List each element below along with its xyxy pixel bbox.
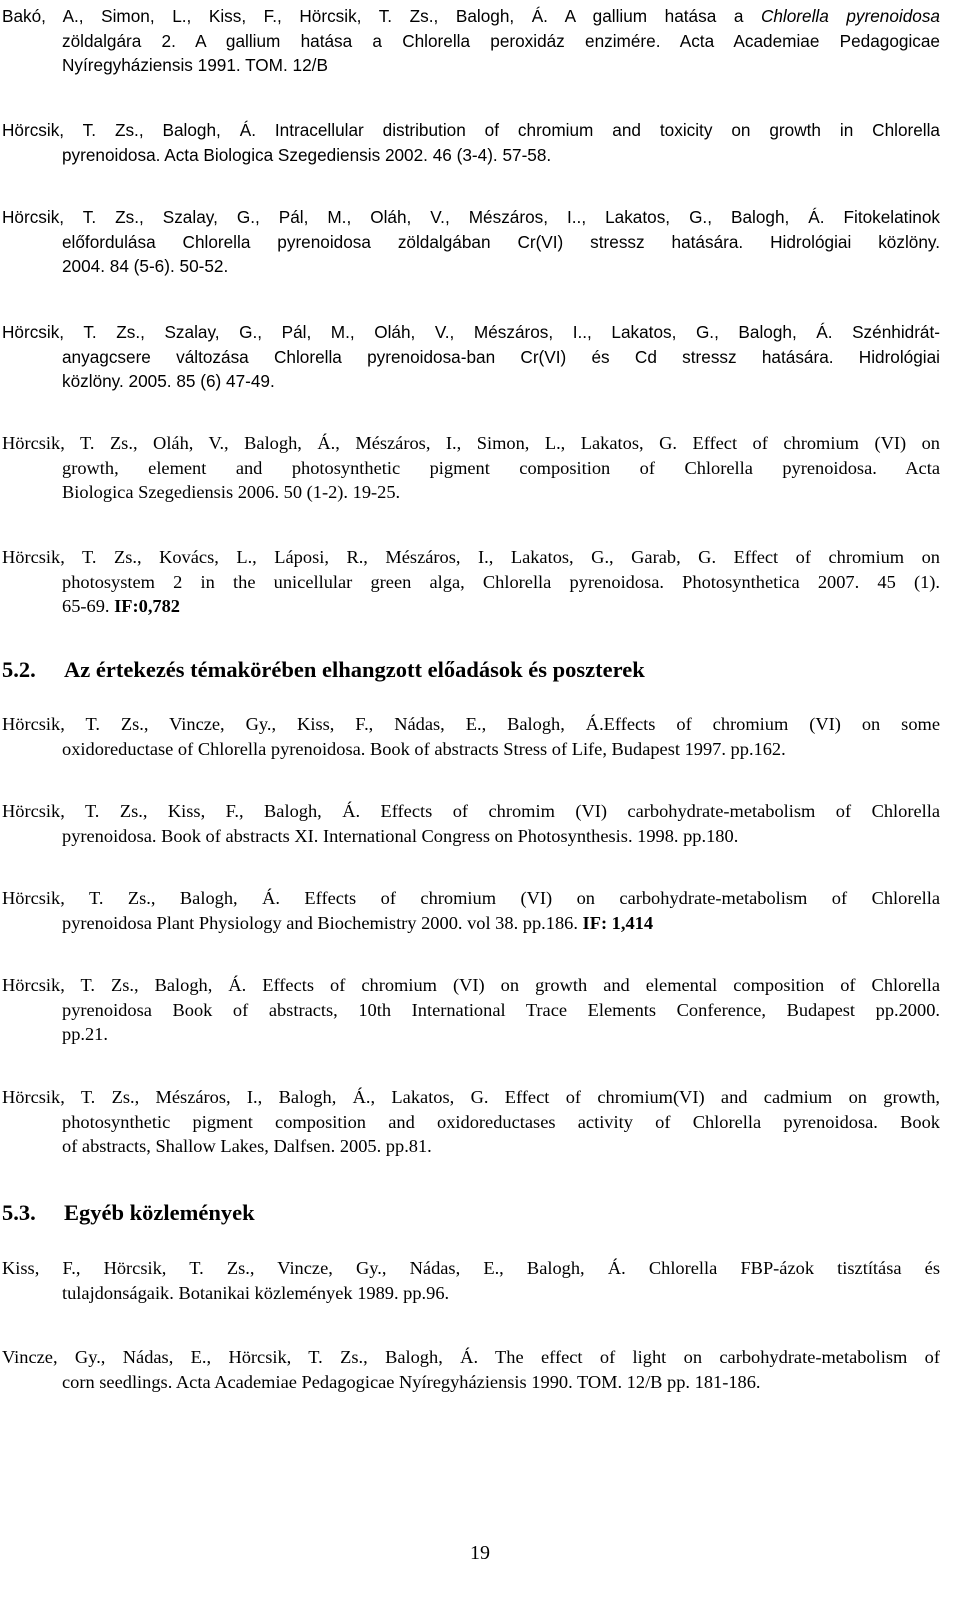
reference-line: Vincze, Gy., Nádas, E., Hörcsik, T. Zs., Balogh, Á. The effect of light on carbohydrate-metabolism of — [2, 1347, 940, 1367]
reference-line: Hörcsik, T. Zs., Balogh, Á. Intracellular distribution of chromium and toxicity on growth in Chlorella — [2, 120, 940, 140]
reference-entry — [0, 431, 940, 505]
reference-line: Hörcsik, T. Zs., Balogh, Á. Effects of chromium (VI) on growth and elemental composition of Chlorella — [2, 975, 940, 995]
reference-line: oxidoreductase of Chlorella pyrenoidosa. Book of abstracts Stress of Life, Budapest 1997. pp.162. — [62, 738, 786, 759]
reference-entry — [0, 118, 940, 167]
section-number: 5.2. — [2, 657, 36, 682]
reference-entry — [0, 1345, 940, 1394]
reference-entry — [0, 712, 940, 761]
reference-italic-text: Chlorella pyrenoidosa — [760, 6, 940, 26]
reference-text: pyrenoidosa Plant Physiology and Biochemistry 2000. vol 38. pp.186. — [62, 912, 583, 933]
reference-entry — [0, 205, 940, 279]
reference-line: Hörcsik, T. Zs., Szalay, G., Pál, M., Oláh, V., Mészáros, I.., Lakatos, G., Balogh, Á. Szénhidrát- — [2, 322, 940, 342]
reference-entry — [0, 973, 940, 1047]
section-number: 5.3. — [2, 1200, 36, 1225]
reference-line: pyrenoidosa. Book of abstracts XI. International Congress on Photosynthesis. 1998. pp.180. — [62, 825, 739, 846]
reference-entry — [0, 545, 940, 619]
reference-line: pyrenoidosa. Acta Biologica Szegediensis 2002. 46 (3-4). 57-58. — [62, 144, 552, 165]
reference-line: Hörcsik, T. Zs., Oláh, V., Balogh, Á., Mészáros, I., Simon, L., Lakatos, G. Effect of chromium (VI) on — [2, 433, 940, 453]
reference-line: Hörcsik, T. Zs., Vincze, Gy., Kiss, F., Nádas, E., Balogh, Á.Effects of chromium (VI) on some — [2, 714, 940, 734]
impact-factor: IF:0,782 — [114, 596, 181, 617]
section-heading — [2, 1200, 255, 1226]
reference-line: photosynthetic pigment composition and oxidoreductases activity of Chlorella pyrenoidosa. Book — [62, 1111, 940, 1132]
reference-entry — [0, 799, 940, 848]
reference-line: photosystem 2 in the unicellular green alga, Chlorella pyrenoidosa. Photosynthetica 2007. 45 (1). — [62, 571, 940, 592]
reference-line: Hörcsik, T. Zs., Szalay, G., Pál, M., Oláh, V., Mészáros, I.., Lakatos, G., Balogh, Á. Fitokelatinok — [2, 207, 940, 227]
reference-entry — [0, 4, 940, 78]
reference-line: growth, element and photosynthetic pigment composition of Chlorella pyrenoidosa. Acta — [62, 457, 940, 478]
reference-line — [0, 594, 940, 619]
reference-line: Hörcsik, T. Zs., Kovács, L., Láposi, R., Mészáros, I., Lakatos, G., Garab, G. Effect of chromium on — [2, 547, 940, 567]
reference-entry — [0, 320, 940, 394]
page-number: 19 — [470, 1542, 490, 1564]
reference-line: Hörcsik, T. Zs., Balogh, Á. Effects of chromium (VI) on carbohydrate-metabolism of Chlorella — [2, 888, 940, 908]
reference-line: zöldalgára 2. A gallium hatása a Chlorella peroxidáz enzimére. Acta Academiae Pedagogicae — [62, 30, 940, 51]
reference-line: Hörcsik, T. Zs., Mészáros, I., Balogh, Á., Lakatos, G. Effect of chromium(VI) and cadmium on growth, — [2, 1087, 940, 1107]
reference-line: Kiss, F., Hörcsik, T. Zs., Vincze, Gy., Nádas, E., Balogh, Á. Chlorella FBP-ázok tisztítása és — [2, 1258, 940, 1278]
reference-entry — [0, 1256, 940, 1305]
impact-factor: IF: 1,414 — [582, 912, 654, 933]
reference-text: Bakó, A., Simon, L., Kiss, F., Hörcsik, T. Zs., Balogh, Á. A gallium hatása a — [2, 6, 761, 26]
section-title: Egyéb közlemények — [64, 1200, 255, 1225]
reference-entry — [0, 886, 940, 935]
reference-line: tulajdonságaik. Botanikai közlemények 1989. pp.96. — [62, 1282, 450, 1303]
reference-text: 65-69. — [62, 596, 115, 617]
reference-line — [0, 4, 940, 29]
reference-line: közlöny. 2005. 85 (6) 47-49. — [62, 371, 275, 392]
reference-line: pyrenoidosa Book of abstracts, 10th International Trace Elements Conference, Budapest pp.2000. — [62, 999, 940, 1020]
reference-line: anyagcsere változása Chlorella pyrenoidosa-ban Cr(VI) és Cd stressz hatására. Hidrológiai — [62, 346, 940, 367]
reference-entry — [0, 1085, 940, 1159]
reference-line: corn seedlings. Acta Academiae Pedagogicae Nyíregyháziensis 1990. TOM. 12/B pp. 181-186. — [62, 1371, 761, 1392]
reference-line: előfordulása Chlorella pyrenoidosa zöldalgában Cr(VI) stressz hatására. Hidrológiai közlöny. — [62, 231, 940, 252]
reference-line: of abstracts, Shallow Lakes, Dalfsen. 2005. pp.81. — [62, 1136, 432, 1157]
reference-line: Hörcsik, T. Zs., Kiss, F., Balogh, Á. Effects of chromim (VI) carbohydrate-metabolism of Chlorella — [2, 801, 940, 821]
reference-line: pp.21. — [62, 1024, 108, 1045]
reference-line — [0, 911, 940, 936]
reference-line: 2004. 84 (5-6). 50-52. — [62, 256, 229, 277]
section-title: Az értekezés témakörében elhangzott előadások és poszterek — [64, 657, 645, 682]
reference-line: Biologica Szegediensis 2006. 50 (1-2). 19-25. — [62, 482, 401, 503]
section-heading — [2, 657, 645, 683]
reference-line: Nyíregyháziensis 1991. TOM. 12/B — [62, 55, 328, 76]
